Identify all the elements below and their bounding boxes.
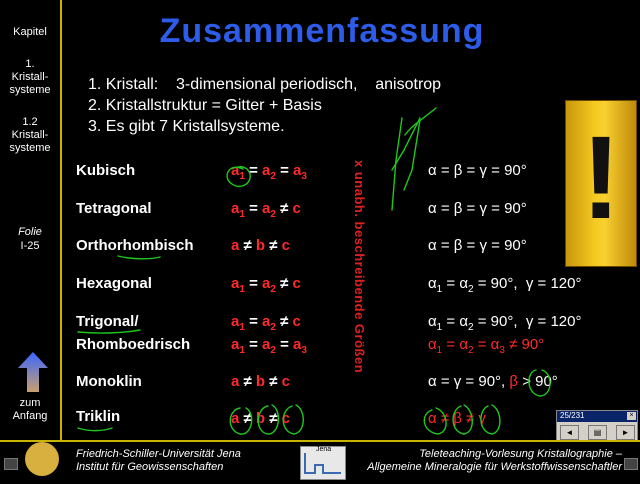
chapter1-line-a: Kristall-	[11, 71, 49, 83]
footer-course: Allgemeine Mineralogie für Werkstoffwissenschaftler	[367, 461, 622, 473]
ink-underline-orthorhombisch	[118, 256, 160, 259]
row-name-rhomboedrisch: Rhomboedrisch	[76, 336, 191, 353]
formula-orthorhombisch: a ≠ b ≠ c	[231, 237, 290, 254]
formula-hexagonal: $a_1 = a_2 \ne c$	[231, 275, 301, 295]
angle-trigonal: $\alpha_1 = \alpha_2 = 90^\circ$, γ = 120°	[428, 313, 582, 333]
footer-left	[76, 448, 241, 474]
ink-slash-mark	[404, 108, 436, 190]
angle-hexagonal: $\alpha_1 = \alpha_2 = 90^\circ$, γ = 120°	[428, 275, 582, 295]
home-line-a: zum	[19, 397, 41, 409]
footer-right	[360, 448, 622, 474]
chapter2-num: 1.2	[22, 116, 38, 128]
footer-lecture: Teleteaching-Vorlesung Kristallographie –	[419, 448, 622, 460]
formula-trigonal: $a_1 = a_2 \ne c$	[231, 313, 301, 333]
angle-rhomboedrisch: $\alpha_1 = \alpha_2 = \alpha_3 \ne 90^\circ$	[428, 336, 545, 356]
ink-circle-triklin-a	[230, 408, 251, 434]
angle-monoklin: α = γ = 90°, β > 90°	[428, 373, 558, 390]
ink-circle-triklin-beta	[453, 405, 472, 434]
angle-orthorhombisch: α = β = γ = 90°	[428, 237, 527, 254]
formula-monoklin: a ≠ b ≠ c	[231, 373, 290, 390]
row-name-kubisch: Kubisch	[76, 162, 136, 179]
ink-circle-kubisch	[227, 167, 250, 187]
formula-kubisch: $a_1 = a_2 = a_3$	[231, 162, 307, 182]
ink-circle-triklin-alpha	[424, 408, 446, 434]
viewer-titlebar[interactable]	[557, 411, 637, 422]
vertical-label: x unabh. beschreibende Größen	[352, 160, 367, 374]
next-slide-button[interactable]	[624, 458, 638, 470]
folie-number: I-25	[20, 240, 40, 252]
row-name-trigonal: Trigonal/	[76, 313, 139, 330]
footer-institute: Institut für Geowissenschaften	[76, 461, 224, 473]
footer-university: Friedrich-Schiller-Universität Jena	[76, 448, 241, 460]
formula-rhomboedrisch: $a_1 = a_2 = a_3$	[231, 336, 307, 356]
row-name-tetragonal: Tetragonal	[76, 200, 152, 217]
intro-line-1-num: 1. Kristall:	[88, 76, 159, 93]
page-title: Zusammenfassung	[159, 12, 485, 50]
ink-circle-triklin-c	[283, 405, 303, 434]
prev-slide-button[interactable]	[4, 458, 18, 470]
row-name-hexagonal: Hexagonal	[76, 275, 152, 292]
ink-underline-triklin	[78, 428, 112, 431]
chapter1-num: 1.	[25, 58, 35, 70]
jena-logo-text: Jena	[316, 446, 332, 453]
footer-divider	[0, 440, 640, 442]
close-icon[interactable]: ×	[627, 412, 636, 420]
ink-circle-triklin-gamma	[481, 405, 500, 434]
intro-line-2: 2. Kristallstruktur = Gitter + Basis	[88, 97, 322, 114]
chapter2-line-a: Kristall-	[11, 129, 49, 141]
page-list-button[interactable]: ▤	[588, 425, 607, 440]
angle-triklin: α ≠ β ≠ γ	[428, 410, 486, 427]
intro-line-1-a: 3-dimensional periodisch,	[176, 76, 358, 93]
row-name-monoklin: Monoklin	[76, 373, 142, 390]
angle-tetragonal: α = β = γ = 90°	[428, 200, 527, 217]
prev-page-button[interactable]: ◄	[560, 425, 579, 440]
university-seal-icon	[25, 442, 59, 476]
chapter1-line-b: systeme	[9, 84, 51, 96]
chapter2-line-b: systeme	[9, 142, 51, 154]
ink-circle-monoklin	[529, 370, 550, 396]
page-counter: 25/231	[560, 411, 585, 420]
folie-label: Folie	[18, 226, 42, 238]
row-name-orthorhombisch: Orthorhombisch	[76, 237, 194, 254]
intro-line-1-b: anisotrop	[375, 76, 442, 93]
home-line-b: Anfang	[12, 410, 48, 422]
sidebar-kapitel-label: Kapitel	[13, 26, 47, 38]
next-page-button[interactable]: ►	[616, 425, 635, 440]
ink-underline-trigonal	[78, 330, 140, 333]
exclamation-icon: !	[581, 112, 621, 244]
formula-triklin: a ≠ b ≠ c	[231, 410, 290, 427]
intro-line-3: 3. Es gibt 7 Kristallsysteme.	[88, 118, 285, 135]
ink-circle-triklin-b	[258, 405, 278, 434]
row-name-triklin: Triklin	[76, 408, 121, 425]
angle-kubisch: α = β = γ = 90°	[428, 162, 527, 179]
page-viewer-widget	[556, 410, 638, 442]
ink-vertical-mark	[392, 118, 420, 210]
formula-tetragonal: $a_1 = a_2 \ne c$	[231, 200, 301, 220]
